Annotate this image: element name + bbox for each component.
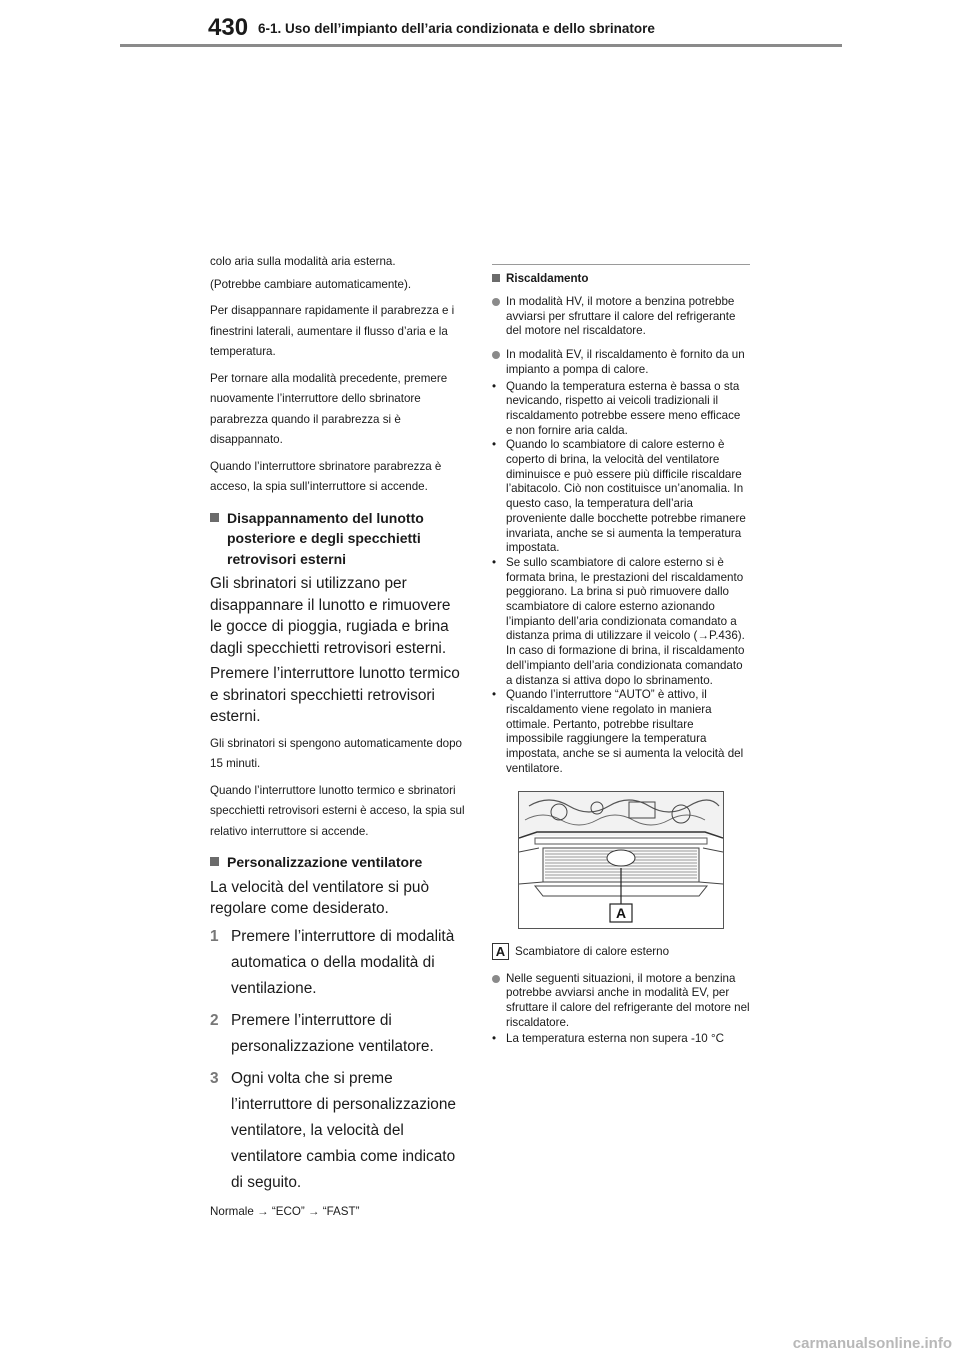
section-heading-text: Personalizzazione ventilatore xyxy=(227,854,423,870)
chapter-title: 6-1. Uso dell’impianto dell’aria condizionata e dello sbrinatore xyxy=(258,21,655,36)
heating-heading-text: Riscaldamento xyxy=(506,272,589,285)
list-item-text: Quando la temperatura esterna è bassa o sta nevicando, rispetto ai veicoli tradizionali il riscaldamento potrebbe essere meno efficace e non fornire aria calda. xyxy=(506,379,741,437)
intro-paragraph-3: Per disappannare rapidamente il parabrezza e i finestrini laterali, aumentare il flusso d’aria e la temperatura. xyxy=(210,304,455,358)
list-item xyxy=(492,556,750,688)
info-item xyxy=(492,348,750,377)
section-body: La velocità del ventilatore si può regolare come desiderato. xyxy=(210,878,430,917)
step-text: Premere l’interruttore di personalizzazione ventilatore. xyxy=(231,1011,434,1055)
watermark: carmanualsonline.info xyxy=(792,1335,952,1352)
step-item xyxy=(210,924,465,1002)
page-number: 430 xyxy=(208,14,249,41)
fan-speed-sequence: Normale → “ECO” → “FAST” xyxy=(210,1204,360,1218)
bullet-list xyxy=(492,380,750,777)
info-text: Nelle seguenti situazioni, il motore a benzina potrebbe avviarsi anche in modalità EV, per sfruttare il calore del refrigerante del motore nel riscaldatore. xyxy=(506,971,750,1029)
intro-paragraph-4: Per tornare alla modalità precedente, premere nuovamente l’interruttore dello sbrinatore parabrezza quando il parabrezza si è disappannato. xyxy=(210,371,448,446)
list-item xyxy=(492,1032,750,1047)
info-item xyxy=(492,972,750,1031)
legend-letter: A xyxy=(492,943,509,960)
round-bullet-icon xyxy=(492,975,500,983)
bullet-mark: • xyxy=(492,438,497,452)
intro-line-1: colo aria sulla modalità aria esterna. xyxy=(210,255,396,268)
right-column xyxy=(492,264,750,1047)
step-number: 1 xyxy=(210,927,219,945)
list-item xyxy=(492,438,750,556)
info-item xyxy=(492,295,750,339)
section-heading-defog xyxy=(210,508,465,570)
section-divider xyxy=(492,264,750,265)
step-text: Premere l’interruttore di modalità automatica o della modalità di ventilazione. xyxy=(231,927,455,997)
engine-bay-drawing xyxy=(519,792,723,928)
figure-legend xyxy=(492,943,750,960)
step-item xyxy=(210,1066,465,1196)
heat-exchanger-illustration xyxy=(518,791,724,929)
round-bullet-icon xyxy=(492,351,500,359)
step-number: 3 xyxy=(210,1069,219,1087)
section-note: Gli sbrinatori si spengono automaticamente dopo 15 minuti. xyxy=(210,736,462,770)
section-body: Premere l’interruttore lunotto termico e sbrinatori specchietti retrovisori esterni. xyxy=(210,665,460,725)
list-item-text: Quando lo scambiatore di calore esterno è coperto di brina, la velocità del ventilatore diminuisce e può essere più difficile riscaldare l’abitacolo. Ciò non costituisce un’anomalia. In questo caso, la temperatura dell’aria proveniente dalle bocchette potrebbe rimanere invariata, anche se si aumenta la temperatura impostata. xyxy=(506,438,746,555)
square-bullet-icon xyxy=(210,857,219,866)
left-column xyxy=(210,252,465,1228)
info-text: In modalità HV, il motore a benzina potrebbe avviarsi per sfruttare il calore del refrigerante del motore nel riscaldatore. xyxy=(506,295,736,338)
step-text: Ogni volta che si preme l’interruttore di personalizzazione ventilatore, la velocità del ventilatore cambia come indicato di seguito. xyxy=(231,1069,456,1191)
list-item-text: Se sullo scambiatore di calore esterno si è formata brina, le prestazioni del riscaldamento peggiorano. La brina si può rimuovere dallo scambiatore di calore esterno azionando l’impianto dell’aria condizionata comandato a distanza prima di utilizzare il veicolo (→P.436). In caso di formazione di brina, il riscaldamento dell’impianto dell’aria condizionata comandato a distanza si attiva dopo lo sbrinamento. xyxy=(506,555,745,687)
square-bullet-icon xyxy=(210,513,219,522)
info-text: In modalità EV, il riscaldamento è fornito da un impianto a pompa di calore. xyxy=(506,348,745,376)
list-item-text: Quando l’interruttore “AUTO” è attivo, il riscaldamento viene regolato in maniera ottimale. Pertanto, potrebbe risultare impossibile raggiungere la temperatura impostata, anche se si aumenta la velocità del ventilatore. xyxy=(506,688,744,775)
section-heading-text: Disappannamento del lunotto posteriore e degli specchietti retrovisori esterni xyxy=(227,509,424,567)
list-item-text: La temperatura esterna non supera -10 °C xyxy=(506,1032,724,1046)
section-note: Quando l’interruttore lunotto termico e sbrinatori specchietti retrovisori esterni è acceso, la spia sul relativo interruttore si accende. xyxy=(210,783,465,838)
list-item xyxy=(492,688,750,776)
bullet-mark: • xyxy=(492,1032,497,1046)
list-item xyxy=(492,380,750,439)
header-divider xyxy=(120,44,842,47)
section-body: Gli sbrinatori si utilizzano per disappannare il lunotto e rimuovere le gocce di pioggia, rugiada e brina dagli specchietti retrovisori esterni. xyxy=(210,575,451,657)
step-item xyxy=(210,1008,465,1060)
bullet-mark: • xyxy=(492,555,497,569)
intro-line-2: (Potrebbe cambiare automaticamente). xyxy=(210,277,412,291)
step-number: 2 xyxy=(210,1011,219,1029)
intro-paragraph-5: Quando l’interruttore sbrinatore parabrezza è acceso, la spia sull’interruttore si accende. xyxy=(210,459,442,493)
round-bullet-icon xyxy=(492,298,500,306)
callout-label: A xyxy=(615,904,627,921)
bullet-mark: • xyxy=(492,379,497,393)
legend-text: Scambiatore di calore esterno xyxy=(515,944,670,958)
section-heading-fan xyxy=(210,852,465,873)
bullet-mark: • xyxy=(492,688,497,702)
square-bullet-icon xyxy=(492,274,500,282)
heating-heading xyxy=(492,271,750,286)
